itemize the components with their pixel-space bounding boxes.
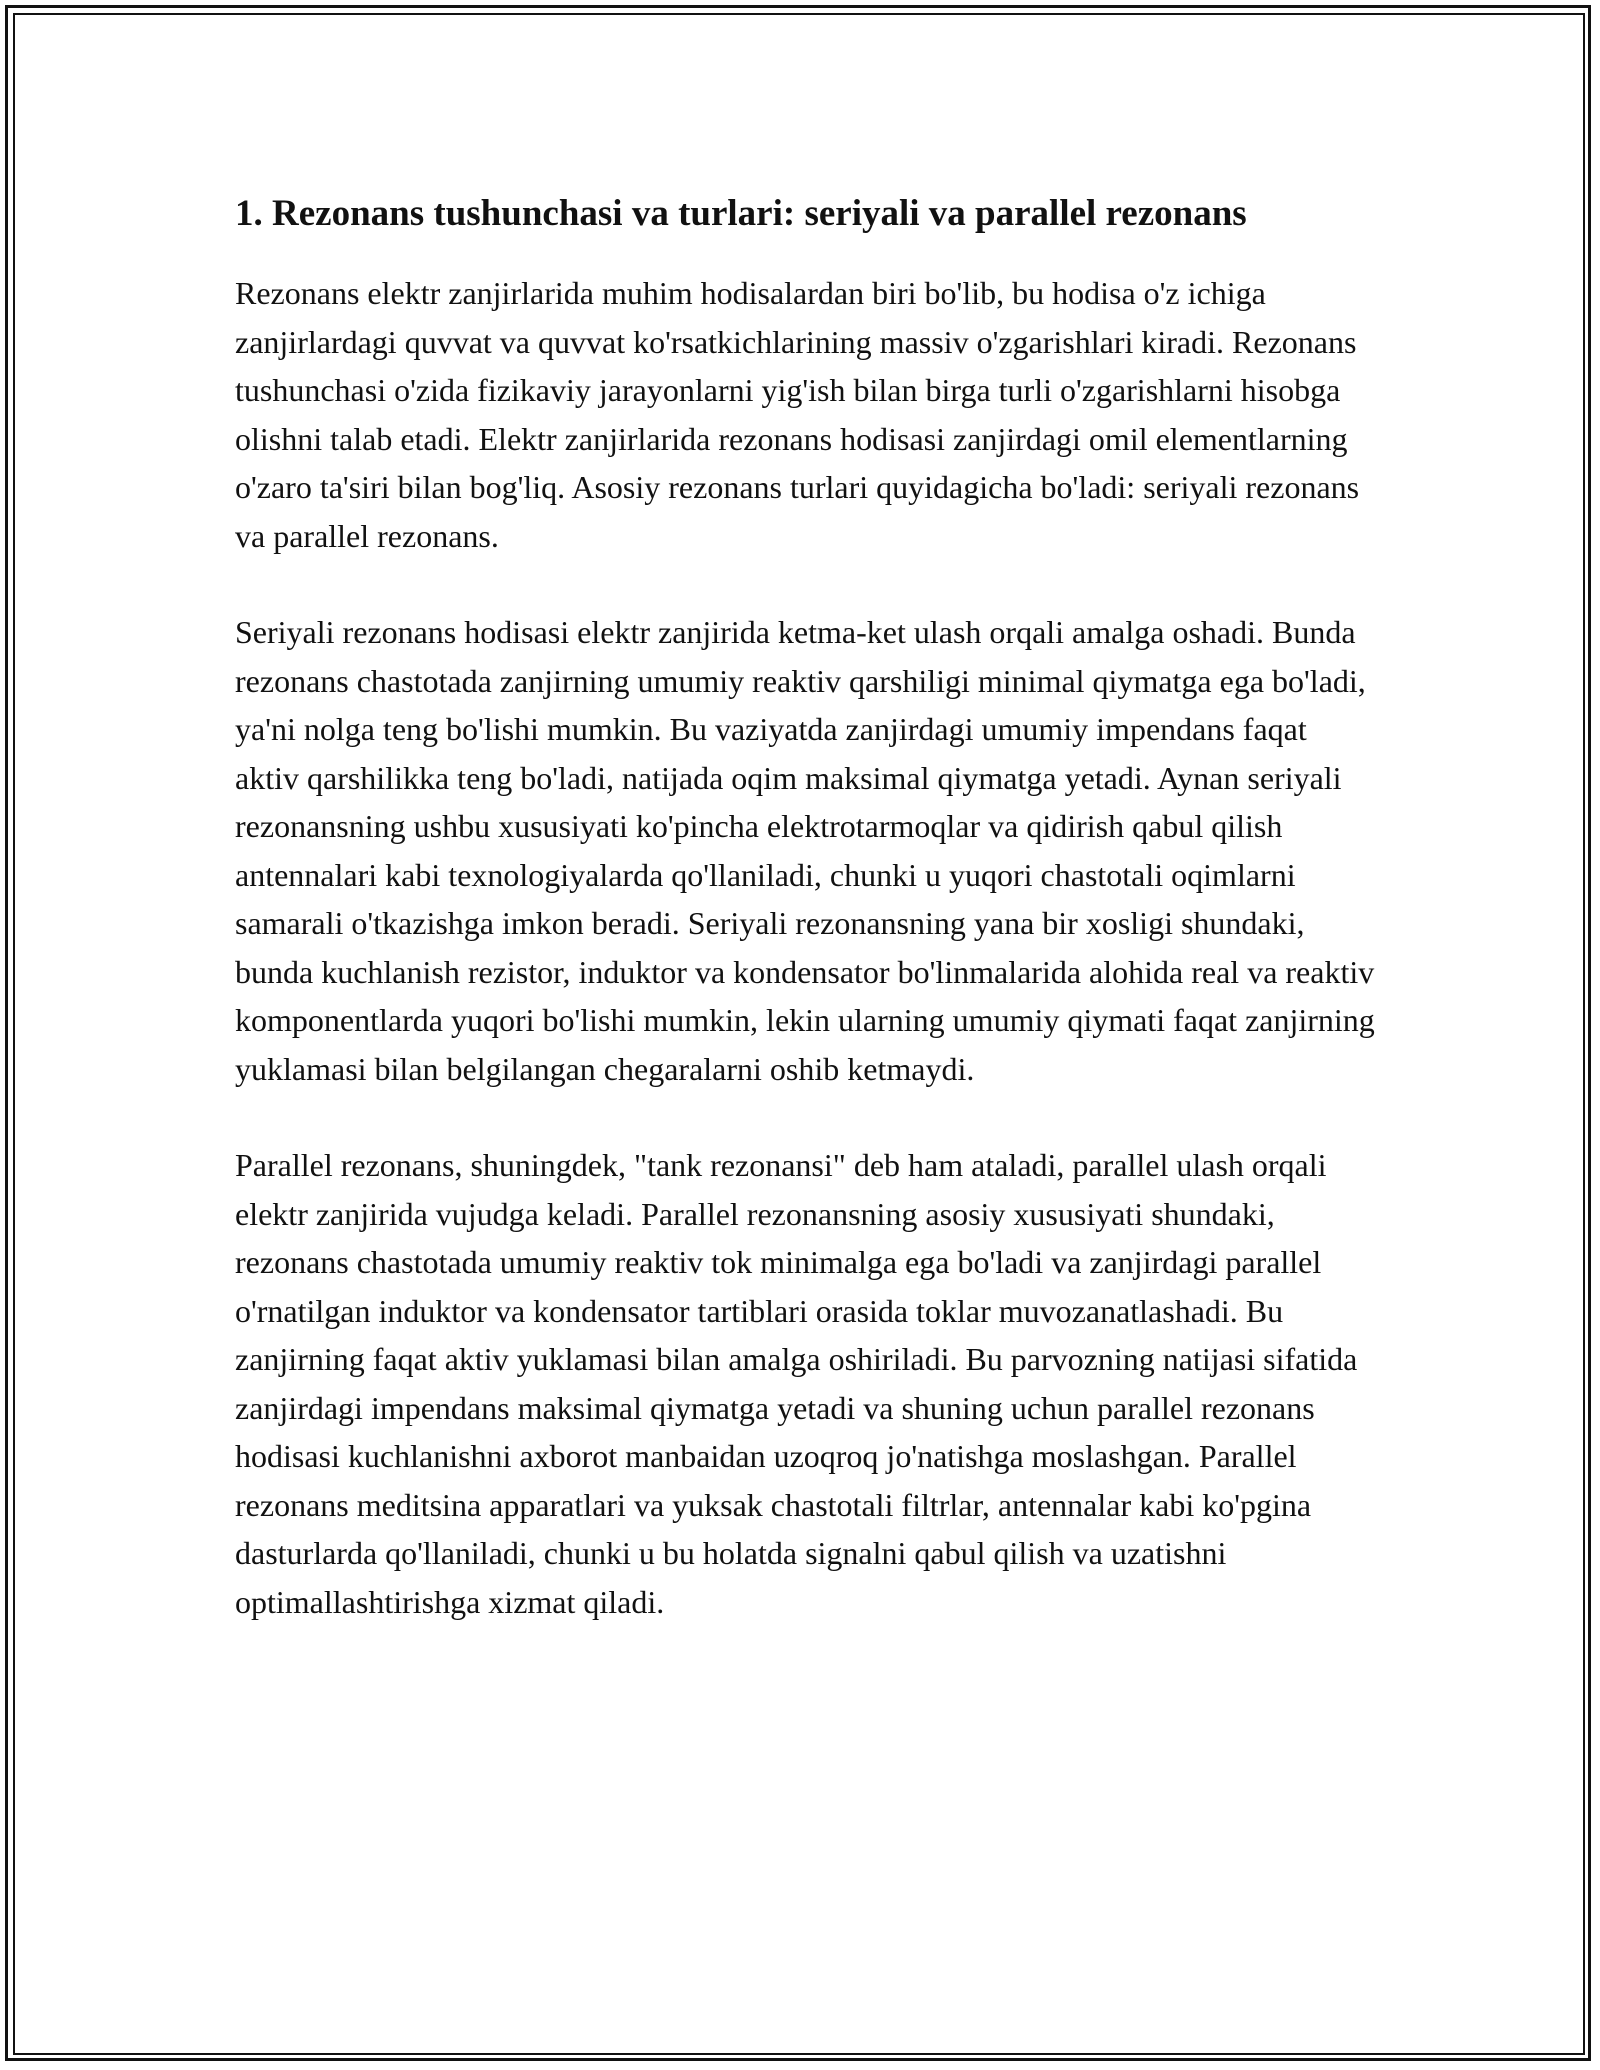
document-body xyxy=(235,186,1375,1674)
paragraph-parallel-resonance: Parallel rezonans, shuningdek, "tank rezonansi" deb ham ataladi, parallel ulash orqali elektr zanjirida vujudga keladi. Parallel rezonansning asosiy xususiyati shundaki, rezonans chastotada umumiy reaktiv tok minimalga ega bo'ladi va zanjirdagi parallel o'rnatilgan induktor va kondensator tartiblari orasida toklar muvozanatlashadi. Bu zanjirning faqat aktiv yuklamasi bilan amalga oshiriladi. Bu parvozning natijasi sifatida zanjirdagi impendans maksimal qiymatga yetadi va shuning uchun parallel rezonans hodisasi kuchlanishni axborot manbaidan uzoqroq jo'natishga moslashgan. Parallel rezonans meditsina apparatlari va yuksak chastotali filtrlar, antennalar kabi ko'pgina dasturlarda qo'llaniladi, chunki u bu holatda signalni qabul qilish va uzatishni optimallashtirishga xizmat qiladi. xyxy=(235,1147,1358,1620)
section-heading: 1. Rezonans tushunchasi va turlari: seriyali va parallel rezonans xyxy=(235,193,1247,234)
paragraph-intro: Rezonans elektr zanjirlarida muhim hodisalardan biri bo'lib, bu hodisa o'z ichiga zanjirlardagi quvvat va quvvat ko'rsatkichlarining massiv o'zgarishlari kiradi. Rezonans tushunchasi o'zida fizikaviy jarayonlarni yig'ish bilan birga turli o'zgarishlarni hisobga olishni talab etadi. Elektr zanjirlarida rezonans hodisasi zanjirdagi omil elementlarning o'zaro ta'siri bilan bog'liq. Asosiy rezonans turlari quyidagicha bo'ladi: seriyali rezonans va parallel rezonans. xyxy=(235,275,1360,554)
paragraph-series-resonance: Seriyali rezonans hodisasi elektr zanjirida ketma-ket ulash orqali amalga oshadi. Bunda rezonans chastotada zanjirning umumiy reaktiv qarshiligi minimal qiymatga ega bo'ladi, ya'ni nolga teng bo'lishi mumkin. Bu vaziyatda zanjirdagi umumiy impendans faqat aktiv qarshilikka teng bo'ladi, natijada oqim maksimal qiymatga yetadi. Aynan seriyali rezonansning ushbu xususiyati ko'pincha elektrotarmoqlar va qidirish qabul qilish antennalari kabi texnologiyalarda qo'llaniladi, chunki u yuqori chastotali oqimlarni samarali o'tkazishga imkon beradi. Seriyali rezonansning yana bir xosligi shundaki, bunda kuchlanish rezistor, induktor va kondensator bo'linmalarida alohida real va reaktiv komponentlarda yuqori bo'lishi mumkin, lekin ularning umumiy qiymati faqat zanjirning yuklamasi bilan belgilangan chegaralarni oshib ketmaydi. xyxy=(235,614,1375,1087)
